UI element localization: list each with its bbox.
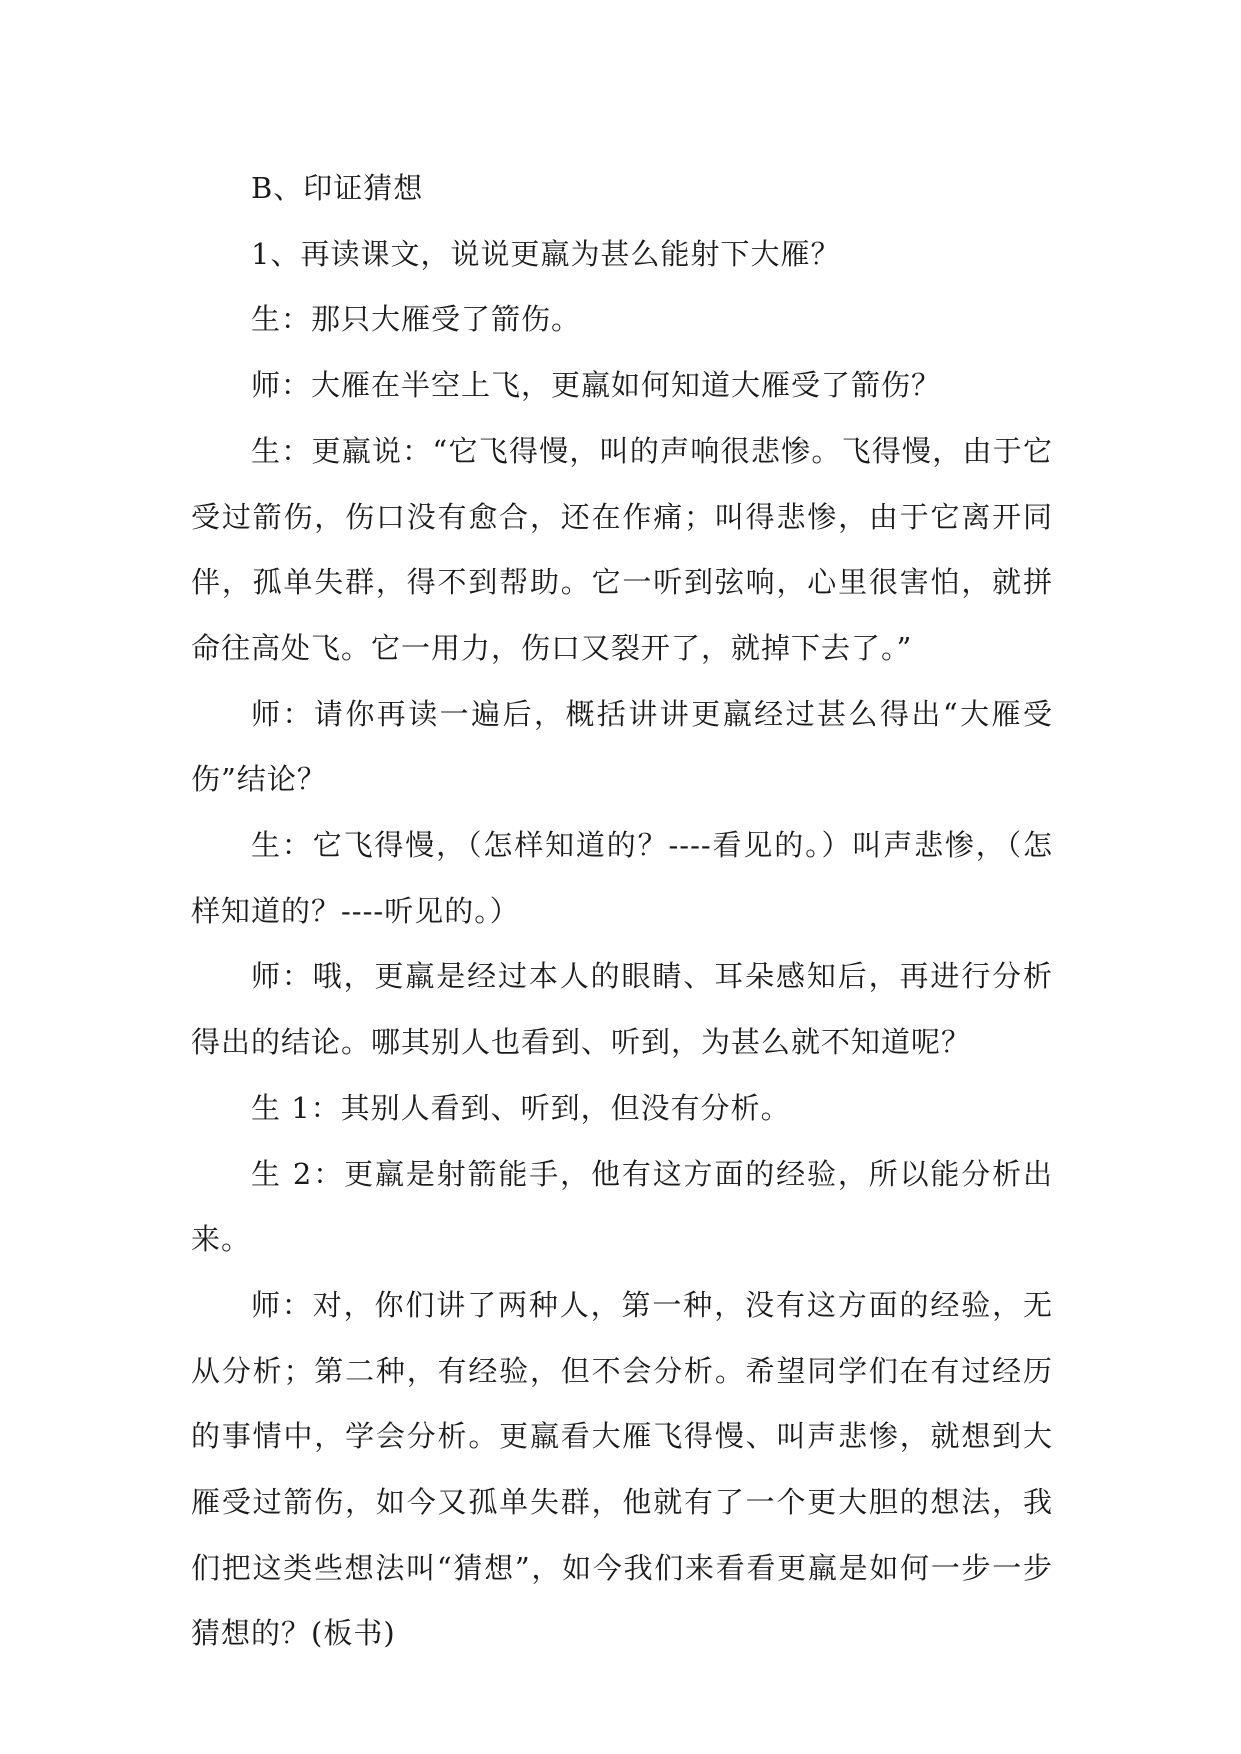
student-answer-paragraph: 生：那只大雁受了箭伤。 (251, 302, 582, 337)
student-answer-paragraph: 生 2：更羸是射箭能手，他有这方面的经验，所以能分析出来。 (191, 1156, 1053, 1257)
student-answer-paragraph: 生 1：其别人看到、听到，但没有分析。 (251, 1090, 791, 1125)
student-answer-paragraph: 生：它飞得慢，（怎样知道的？----看见的。）叫声悲惨，（怎样知道的？----听见的。） (191, 828, 1053, 928)
teacher-question-paragraph: 师：请你再读一遍后，概括讲讲更羸经过甚么得出“大雁受伤”结论？ (191, 696, 1053, 797)
teacher-question-paragraph: 师：大雁在半空上飞，更羸如何知道大雁受了箭伤？ (251, 368, 942, 403)
question-paragraph: 1、再读课文，说说更羸为甚么能射下大雁？ (251, 236, 841, 271)
student-quote-paragraph: 生：更羸说：“它飞得慢，叫的声响很悲惨。飞得慢，由于它受过箭伤，伤口没有愈合，还在作痛；叫得悲惨，由于它离开同伴，孤单失群，得不到帮助。它一听到弦响，心里很害怕，就拼命往高处飞。它一用力，伤口又裂开了，就掉下去了。” (191, 433, 1053, 665)
document-body (191, 156, 1053, 1667)
section-heading: B、印证猜想 (251, 171, 424, 205)
teacher-comment-paragraph: 师：哦，更羸是经过本人的眼睛、耳朵感知后，再进行分析得出的结论。哪其别人也看到、听到，为甚么就不知道呢？ (191, 959, 1053, 1060)
teacher-summary-paragraph: 师：对，你们讲了两种人，第一种，没有这方面的经验，无从分析；第二种，有经验，但不会分析。希望同学们在有过经历的事情中，学会分析。更羸看大雁飞得慢、叫声悲惨，就想到大雁受过箭伤，如今又孤单失群，他就有了一个更大胆的想法，我们把这类些想法叫“猜想”，如今我们来看看更羸是如何一步一步猜想的？(板书) (191, 1287, 1053, 1651)
